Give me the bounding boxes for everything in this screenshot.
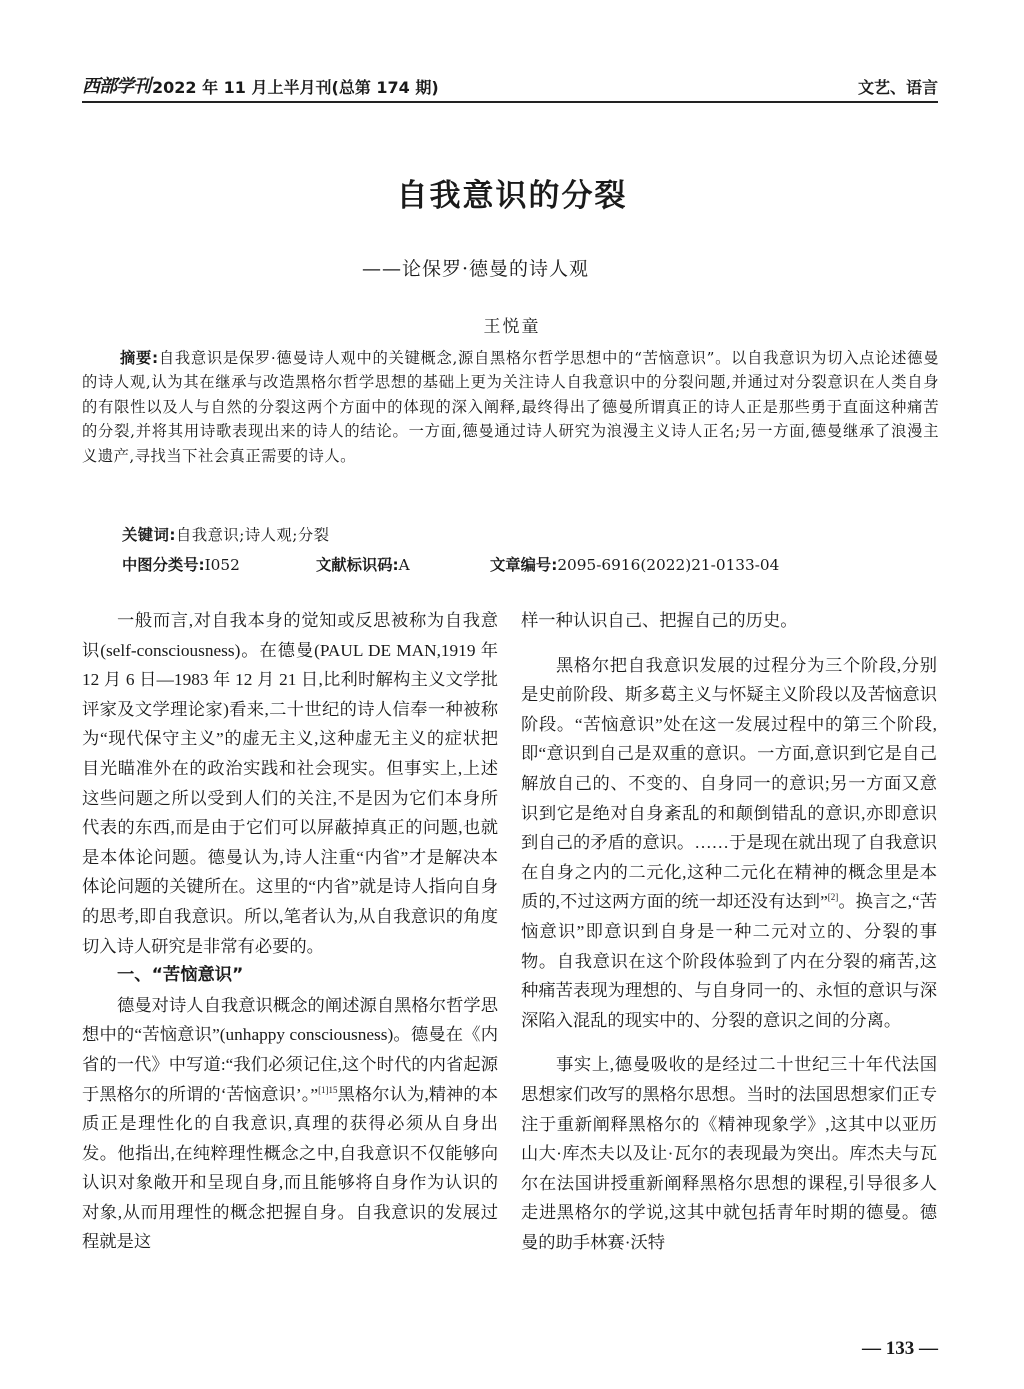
article-number-label: 文章编号:	[490, 556, 558, 574]
citation-ref: [2]	[827, 892, 839, 903]
keywords	[122, 523, 330, 545]
article-number-value: 2095-6916(2022)21-0133-04	[557, 556, 780, 574]
journal-logo: 西部学刊	[82, 76, 150, 97]
doc-value: A	[398, 556, 410, 574]
doc-code	[316, 553, 490, 575]
paragraph: 一般而言,对自我本身的觉知或反思被称为自我意识(self-consciousness)。在德曼(PAUL DE MAN,1919 年 12 月 6 日—1983 年 12 月 21 日,比利时解构主义文学批评家及文学理论家)看来,二十世纪的诗人信奉一种被称为“现代保守主义”的虚无主义,这种虚无主义的症状把目光瞄准外在的政治实践和社会现实。但事实上,上述这些问题之所以受到人们的关注,不是因为它们本身所代表的东西,而是由于它们可以屏蔽掉真正的问题,也就是本体论问题。德曼认为,诗人注重“内省”才是解决本体论问题的关键所在。这里的“内省”就是诗人指向自身的思考,即自我意识。所以,笔者认为,从自我意识的角度切入诗人研究是非常有必要的。	[82, 611, 498, 956]
abstract	[82, 346, 939, 468]
clc-code	[122, 553, 316, 575]
paragraph: 事实上,德曼吸收的是经过二十世纪三十年代法国思想家们改写的黑格尔思想。当时的法国思想家们正专注于重新阐释黑格尔的《精神现象学》,这其中以亚历山大·库杰夫以及让·瓦尔的表现最为突出。库杰夫与瓦尔在法国讲授重新阐释黑格尔思想的课程,引导很多人走进黑格尔的学说,这其中就包括青年时期的德曼。德曼的助手林赛·沃特	[521, 1055, 937, 1252]
journal-issue-line	[82, 72, 439, 98]
body-column-right	[521, 606, 937, 1257]
paragraph	[82, 991, 498, 1257]
article-subtitle: ——论保罗·德曼的诗人观	[362, 258, 590, 280]
issue-info: 2022 年 11 月上半月刊(总第 174 期)	[152, 78, 439, 97]
paragraph-text: 。换言之,“苦恼意识”即意识到自身是一种二元对立的、分裂的事物。自我意识在这个阶段体验到了内在分裂的痛苦,这种痛苦表现为理想的、与自身同一的、永恒的意识与深深陷入混乱的现实中的、分裂的意识之间的分离。	[521, 892, 937, 1030]
running-header	[82, 72, 938, 103]
paragraph-text: 德曼对诗人自我意识概念的阐述源自黑格尔哲学思想中的“苦恼意识”(unhappy consciousness)。德曼在《内省的一代》中写道:“我们必须记住,这个时代的内省起源于黑格尔的所谓的‘苦恼意识’。”	[82, 995, 498, 1104]
paragraph-text: 黑格尔把自我意识发展的过程分为三个阶段,分别是史前阶段、斯多葛主义与怀疑主义阶段以及苦恼意识阶段。“苦恼意识”处在这一发展过程中的第三个阶段,即“意识到自己是双重的意识。一方面,意识到它是自己解放自己的、不变的、自身同一的意识;另一方面又意识到它是绝对自身紊乱的和颠倒错乱的意识,亦即意识到自己的矛盾的意识。……于是现在就出现了自我意识在自身之内的二元化,这种二元化在精神的概念里是本质的,不过这两方面的统一却还没有达到”	[521, 655, 937, 912]
classification-line	[122, 553, 779, 575]
section-heading: 一、“苦恼意识”	[117, 965, 244, 986]
author-name: 王悦童	[483, 317, 541, 337]
keywords-label: 关键词:	[122, 526, 177, 544]
citation-ref: [1]15	[318, 1084, 338, 1095]
paragraph-continuation: 样一种认识自己、把握自己的历史。	[521, 611, 798, 630]
abstract-label: 摘要:	[120, 349, 159, 367]
paragraph-text: 黑格尔认为,精神的本质正是理性化的自我意识,真理的获得必须从自身出发。他指出,在纯粹理性概念之中,自我意识不仅能够向认识对象敞开和呈现自身,而且能够将自身作为认识的对象,从而用理性的概念把握自身。自我意识的发展过程就是这	[82, 1084, 498, 1252]
section-label: 文艺、语言	[857, 78, 938, 97]
doc-label: 文献标识码:	[316, 556, 399, 574]
clc-value: I052	[204, 556, 240, 574]
body-column-left	[82, 606, 498, 1257]
article-number	[490, 553, 779, 575]
article-title: 自我意识的分裂	[396, 178, 628, 214]
clc-label: 中图分类号:	[122, 556, 205, 574]
paragraph	[521, 651, 937, 1036]
page-number: — 133 —	[862, 1338, 938, 1359]
keywords-text: 自我意识;诗人观;分裂	[176, 526, 330, 544]
abstract-text: 自我意识是保罗·德曼诗人观中的关键概念,源自黑格尔哲学思想中的“苦恼意识”。以自我意识为切入点论述德曼的诗人观,认为其在继承与改造黑格尔哲学思想的基础上更为关注诗人自我意识中的分裂问题,并通过对分裂意识在人类自身的有限性以及人与自然的分裂这两个方面中的体现的深入阐释,最终得出了德曼所谓真正的诗人正是那些勇于直面这种痛苦的分裂,并将其用诗歌表现出来的诗人的结论。一方面,德曼通过诗人研究为浪漫主义诗人正名;另一方面,德曼继承了浪漫主义遗产,寻找当下社会真正需要的诗人。	[82, 349, 939, 465]
